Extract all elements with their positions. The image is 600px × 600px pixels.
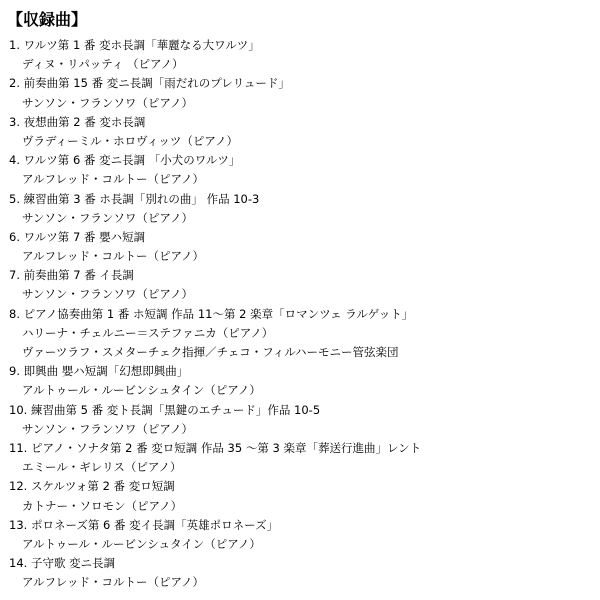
track-title: 練習曲第 5 番 変ト長調「黒鍵のエチュード」作品 10-5 bbox=[30, 402, 321, 417]
track-number: 10. bbox=[9, 402, 28, 417]
track-item bbox=[9, 266, 594, 304]
track-item bbox=[9, 362, 594, 400]
track-item bbox=[9, 477, 594, 515]
track-title-line bbox=[9, 74, 594, 93]
track-title: ワルツ第 1 番 変ホ長調「華麗なる大ワルツ」 bbox=[23, 38, 260, 52]
track-item bbox=[9, 74, 594, 112]
track-item bbox=[9, 36, 594, 74]
track-item bbox=[9, 516, 594, 554]
track-item bbox=[9, 151, 594, 189]
track-item bbox=[9, 113, 594, 151]
track-title: ワルツ第 6 番 変ニ長調 「小犬のワルツ」 bbox=[23, 153, 241, 168]
track-title-line bbox=[9, 439, 594, 458]
track-title: ワルツ第 7 番 嬰ハ短調 bbox=[23, 229, 146, 244]
track-performer: ヴラディーミル・ホロヴィッツ（ピアノ） bbox=[22, 133, 238, 148]
track-title: 夜想曲第 2 番 変ホ長調 bbox=[23, 114, 146, 129]
track-number: 11. bbox=[9, 440, 28, 455]
track-list bbox=[9, 36, 594, 592]
track-title: 即興曲 嬰ハ短調「幻想即興曲」 bbox=[23, 364, 189, 379]
track-performer: アルフレッド・コルトー（ピアノ） bbox=[22, 575, 205, 590]
track-item bbox=[9, 401, 594, 439]
track-number: 7. bbox=[9, 268, 20, 283]
track-title: 子守歌 変ニ長調 bbox=[30, 556, 116, 571]
track-title: ピアノ・ソナタ第 2 番 変ロ短調 作品 35 ～第 3 楽章「葬送行進曲」レント bbox=[30, 440, 422, 455]
page-heading: 【収録曲】 bbox=[7, 10, 88, 29]
track-performer: ヴァーツラフ・スメターチェク指揮／チェコ・フィルハーモニー管弦楽団 bbox=[22, 345, 399, 359]
track-number: 9. bbox=[9, 364, 20, 379]
track-item bbox=[9, 439, 594, 477]
track-title: 前奏曲第 15 番 変ニ長調「雨だれのプレリュード」 bbox=[23, 76, 290, 91]
track-title-line bbox=[9, 305, 594, 324]
track-number: 8. bbox=[9, 306, 20, 321]
track-title-line bbox=[9, 113, 594, 132]
track-title: 練習曲第 3 番 ホ長調「別れの曲」 作品 10-3 bbox=[23, 191, 260, 206]
track-number: 12. bbox=[9, 479, 28, 494]
track-performer: アルトゥール・ルービンシュタイン（ピアノ） bbox=[22, 536, 261, 551]
track-number: 5. bbox=[9, 191, 20, 206]
track-title: ポロネーズ第 6 番 変イ長調「英雄ポロネーズ」 bbox=[30, 517, 279, 532]
track-title-line bbox=[9, 36, 594, 55]
track-title-line bbox=[9, 190, 594, 209]
track-title-line bbox=[9, 516, 594, 535]
track-performer: ハリーナ・チェルニー＝ステファニカ（ピアノ） bbox=[22, 325, 274, 340]
track-number: 2. bbox=[9, 76, 20, 91]
track-title: ピアノ協奏曲第 1 番 ホ短調 作品 11～第 2 楽章「ロマンツェ ラルゲット」 bbox=[23, 306, 414, 321]
track-item bbox=[9, 305, 594, 363]
track-number: 4. bbox=[9, 153, 20, 168]
track-performer: サンソン・フランソワ（ピアノ） bbox=[22, 421, 194, 436]
track-item bbox=[9, 190, 594, 228]
track-title-line bbox=[9, 401, 594, 420]
track-performer: カトナー・ソロモン（ピアノ） bbox=[22, 498, 183, 513]
track-number: 3. bbox=[9, 114, 20, 129]
track-item bbox=[9, 228, 594, 266]
track-performer: エミール・ギレリス（ピアノ） bbox=[22, 460, 182, 475]
track-performer: ディヌ・リパッティ （ピアノ） bbox=[22, 57, 184, 72]
track-title-line bbox=[9, 228, 594, 247]
track-number: 14. bbox=[9, 556, 28, 571]
track-title: 前奏曲第 7 番 イ長調 bbox=[23, 268, 134, 283]
track-title-line bbox=[9, 477, 594, 496]
track-title-line bbox=[9, 266, 594, 285]
track-performer: アルトゥール・ルービンシュタイン（ピアノ） bbox=[22, 383, 261, 398]
track-title: スケルツォ第 2 番 変ロ短調 bbox=[30, 479, 175, 494]
track-number: 13. bbox=[9, 517, 28, 532]
track-performer: サンソン・フランソワ（ピアノ） bbox=[22, 287, 194, 302]
track-performer: アルフレッド・コルトー（ピアノ） bbox=[22, 249, 205, 264]
track-performer: サンソン・フランソワ（ピアノ） bbox=[22, 95, 194, 110]
track-number: 1. bbox=[9, 38, 20, 52]
track-performer: サンソン・フランソワ（ピアノ） bbox=[22, 210, 194, 225]
track-title-line bbox=[9, 554, 594, 573]
track-item bbox=[9, 554, 594, 592]
track-number: 6. bbox=[9, 229, 20, 244]
track-performer: アルフレッド・コルトー（ピアノ） bbox=[22, 172, 205, 187]
track-title-line bbox=[9, 151, 594, 170]
track-title-line bbox=[9, 362, 594, 381]
